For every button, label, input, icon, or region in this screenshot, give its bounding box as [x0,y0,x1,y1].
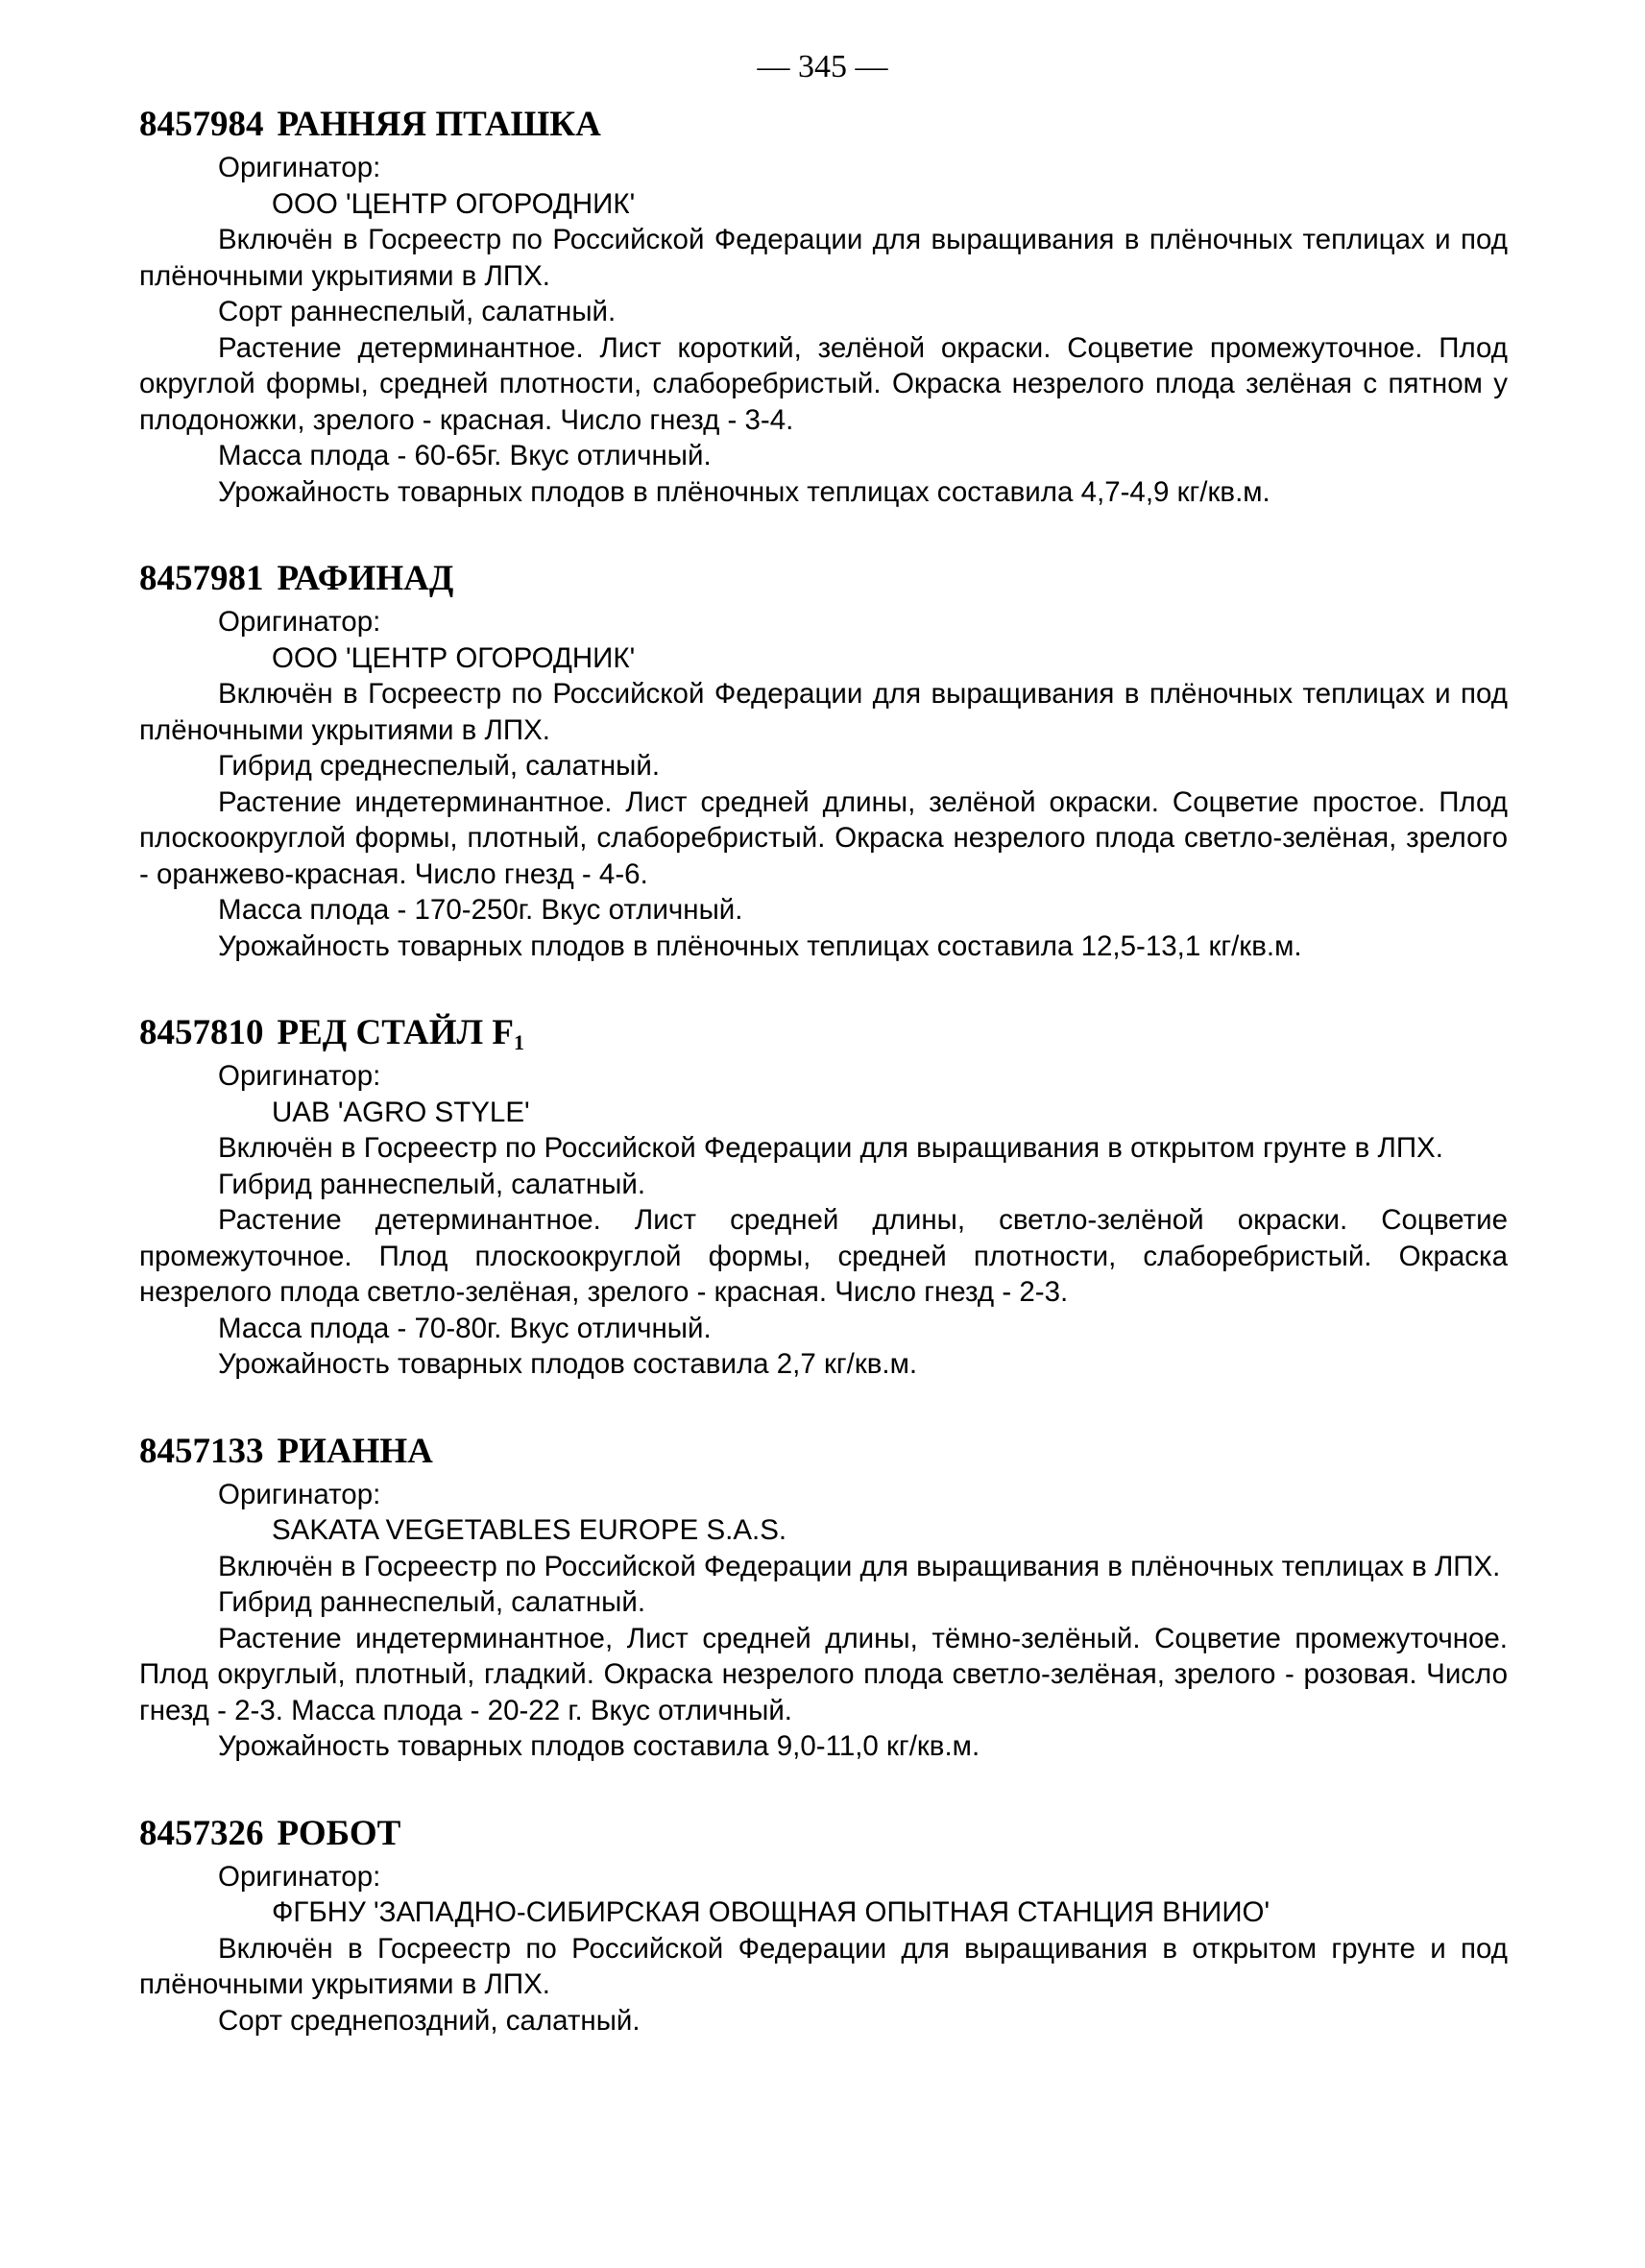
entry-name: РОБОТ [277,1813,401,1853]
originator-label: Оригинатор: [218,1860,381,1893]
entry-name: РАННЯЯ ПТАШКА [277,105,601,144]
yield-text: Урожайность товарных плодов в плёночных теплицах составила 4,7-4,9 кг/кв.м. [218,475,1270,508]
entry-name-subscript: 1 [513,1030,524,1054]
type-text: Гибрид раннеспелый, салатный. [218,1586,646,1618]
entry-title [139,1431,1508,1473]
description-text: Растение детерминантное. Лист короткий, зелёной окраски. Соцветие промежуточное. Плод округлой формы, средней плотности, слаборебристый. Окраска незрелого плода зелёная с пятном у плодоножки, зрелого - красная. Число гнезд - 3-4. [139,331,1508,436]
entry-code: 8457133 [139,1431,264,1471]
description-text: Растение детерминантное. Лист средней длины, светло-зелёной окраски. Соцветие промежуточное. Плод плоскоокруглой формы, средней плотности, слаборебристый. Окраска незрелого плода светло-зелёная, зрелого - красная. Число гнезд - 2-3. [139,1204,1508,1308]
type-text: Гибрид раннеспелый, салатный. [218,1168,646,1200]
yield-text: Урожайность товарных плодов составила 2,7 кг/кв.м. [218,1348,918,1380]
variety-entry [139,558,1508,964]
registry-text: Включён в Госреестр по Российской Федерации для выращивания в открытом грунте и под плёночными укрытиями в ЛПХ. [139,1932,1508,2000]
variety-entry [139,1012,1508,1383]
entry-code: 8457981 [139,559,264,598]
originator-name: UAB 'AGRO STYLE' [272,1096,530,1128]
type-text: Гибрид среднеспелый, салатный. [218,750,661,782]
originator-name: ООО 'ЦЕНТР ОГОРОДНИК' [272,187,636,220]
mass-text: Масса плода - 70-80г. Вкус отличный. [218,1312,712,1344]
entry-name: РИАННА [277,1431,433,1471]
entry-code: 8457984 [139,105,264,144]
registry-text: Включён в Госреестр по Российской Федерации для выращивания в открытом грунте в ЛПХ. [218,1132,1443,1164]
entry-name: РАФИНАД [277,559,454,598]
entries-list [139,104,1508,2087]
variety-entry [139,1813,1508,2039]
variety-entry [139,104,1508,510]
entry-title [139,1813,1508,1855]
page-number: — 345 — [757,49,888,84]
yield-text: Урожайность товарных плодов составила 9,0-11,0 кг/кв.м. [218,1730,980,1762]
originator-label: Оригинатор: [218,1478,381,1510]
entry-title [139,558,1508,600]
entry-title [139,1012,1508,1054]
entry-title [139,104,1508,146]
originator-name: ООО 'ЦЕНТР ОГОРОДНИК' [272,641,636,674]
mass-text: Масса плода - 170-250г. Вкус отличный. [218,894,743,926]
originator-label: Оригинатор: [218,152,381,183]
mass-text: Масса плода - 60-65г. Вкус отличный. [218,440,712,471]
variety-entry [139,1431,1508,1765]
description-text: Растение индетерминантное, Лист средней длины, тёмно-зелёный. Соцветие промежуточное. Плод округлый, плотный, гладкий. Окраска незрелого плода светло-зелёная, зрелого - розовая. Число гнезд - 2-3. Масса плода - 20-22 г. Вкус отличный. [139,1622,1508,1726]
type-text: Сорт раннеспелый, салатный. [218,296,617,327]
entry-name: РЕД СТАЙЛ F [277,1013,514,1052]
originator-name: SAKATA VEGETABLES EUROPE S.A.S. [272,1514,787,1546]
originator-label: Оригинатор: [218,606,381,638]
yield-text: Урожайность товарных плодов в плёночных теплицах составила 12,5-13,1 кг/кв.м. [218,929,1302,962]
description-text: Растение индетерминантное. Лист средней длины, зелёной окраски. Соцветие простое. Плод плоскоокруглой формы, плотный, слаборебристый. Окраска незрелого плода светло-зелёная, зрелого - оранжево-красная. Число гнезд - 4-6. [139,785,1508,890]
registry-text: Включён в Госреестр по Российской Федерации для выращивания в плёночных теплицах и под плёночными укрытиями в ЛПХ. [139,224,1508,292]
registry-text: Включён в Госреестр по Российской Федерации для выращивания в плёночных теплицах в ЛПХ. [218,1550,1501,1582]
registry-text: Включён в Госреестр по Российской Федерации для выращивания в плёночных теплицах и под плёночными укрытиями в ЛПХ. [139,678,1508,746]
originator-label: Оригинатор: [218,1060,381,1092]
entry-code: 8457326 [139,1813,264,1853]
type-text: Сорт среднепоздний, салатный. [218,2004,641,2037]
entry-code: 8457810 [139,1013,264,1052]
originator-name: ФГБНУ 'ЗАПАДНО-СИБИРСКАЯ ОВОЩНАЯ ОПЫТНАЯ СТАНЦИЯ ВНИИО' [272,1896,1270,1928]
